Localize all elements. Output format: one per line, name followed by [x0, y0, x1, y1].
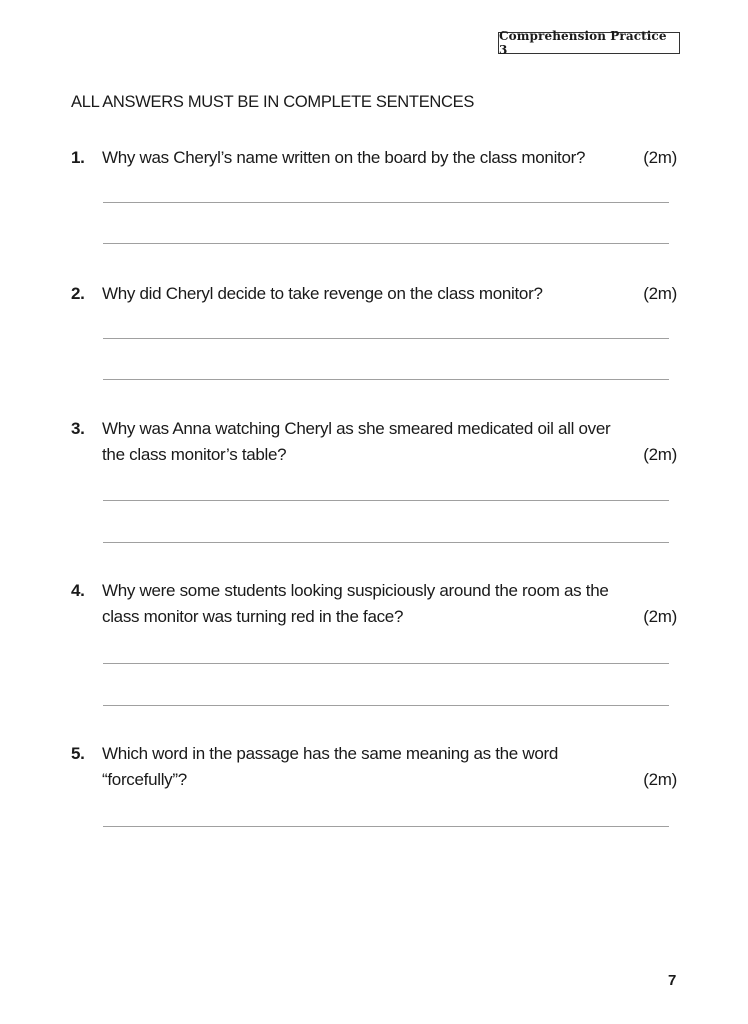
question-3 [71, 416, 677, 468]
question-number: 3. [71, 419, 85, 438]
question-number: 5. [71, 744, 85, 763]
question-2 [71, 281, 677, 307]
answer-line[interactable] [103, 542, 669, 543]
question-text-line-1: Why was Anna watching Cheryl as she smeared medicated oil all over [102, 419, 611, 438]
answer-line[interactable] [103, 379, 669, 380]
question-marks: (2m) [643, 607, 677, 626]
question-text-line-1: Which word in the passage has the same meaning as the word [102, 744, 559, 763]
answer-line[interactable] [103, 500, 669, 501]
question-number: 2. [71, 284, 85, 303]
question-text-line-1: Why were some students looking suspiciously around the room as the [102, 581, 609, 600]
question-text: Why was Cheryl’s name written on the board by the class monitor? [102, 148, 586, 167]
answer-line[interactable] [103, 202, 669, 203]
page-number: 7 [668, 972, 677, 989]
answer-line[interactable] [103, 663, 669, 664]
question-text-line-2: class monitor was turning red in the face? [102, 607, 404, 626]
question-marks: (2m) [643, 445, 677, 464]
answer-line[interactable] [103, 826, 669, 827]
instruction-heading: ALL ANSWERS MUST BE IN COMPLETE SENTENCES [71, 93, 475, 111]
answer-line[interactable] [103, 243, 669, 244]
question-4 [71, 578, 677, 630]
question-text-line-2: the class monitor’s table? [102, 445, 287, 464]
answer-line[interactable] [103, 338, 669, 339]
question-number: 1. [71, 148, 85, 167]
question-marks: (2m) [643, 148, 677, 167]
question-text: Why did Cheryl decide to take revenge on the class monitor? [102, 284, 543, 303]
question-number: 4. [71, 581, 85, 600]
question-5 [71, 741, 677, 793]
question-marks: (2m) [643, 770, 677, 789]
question-1 [71, 145, 677, 171]
worksheet-header-label: Comprehension Practice 3 [498, 32, 680, 54]
answer-line[interactable] [103, 705, 669, 706]
question-text-line-2: “forcefully”? [102, 770, 187, 789]
question-marks: (2m) [643, 284, 677, 303]
